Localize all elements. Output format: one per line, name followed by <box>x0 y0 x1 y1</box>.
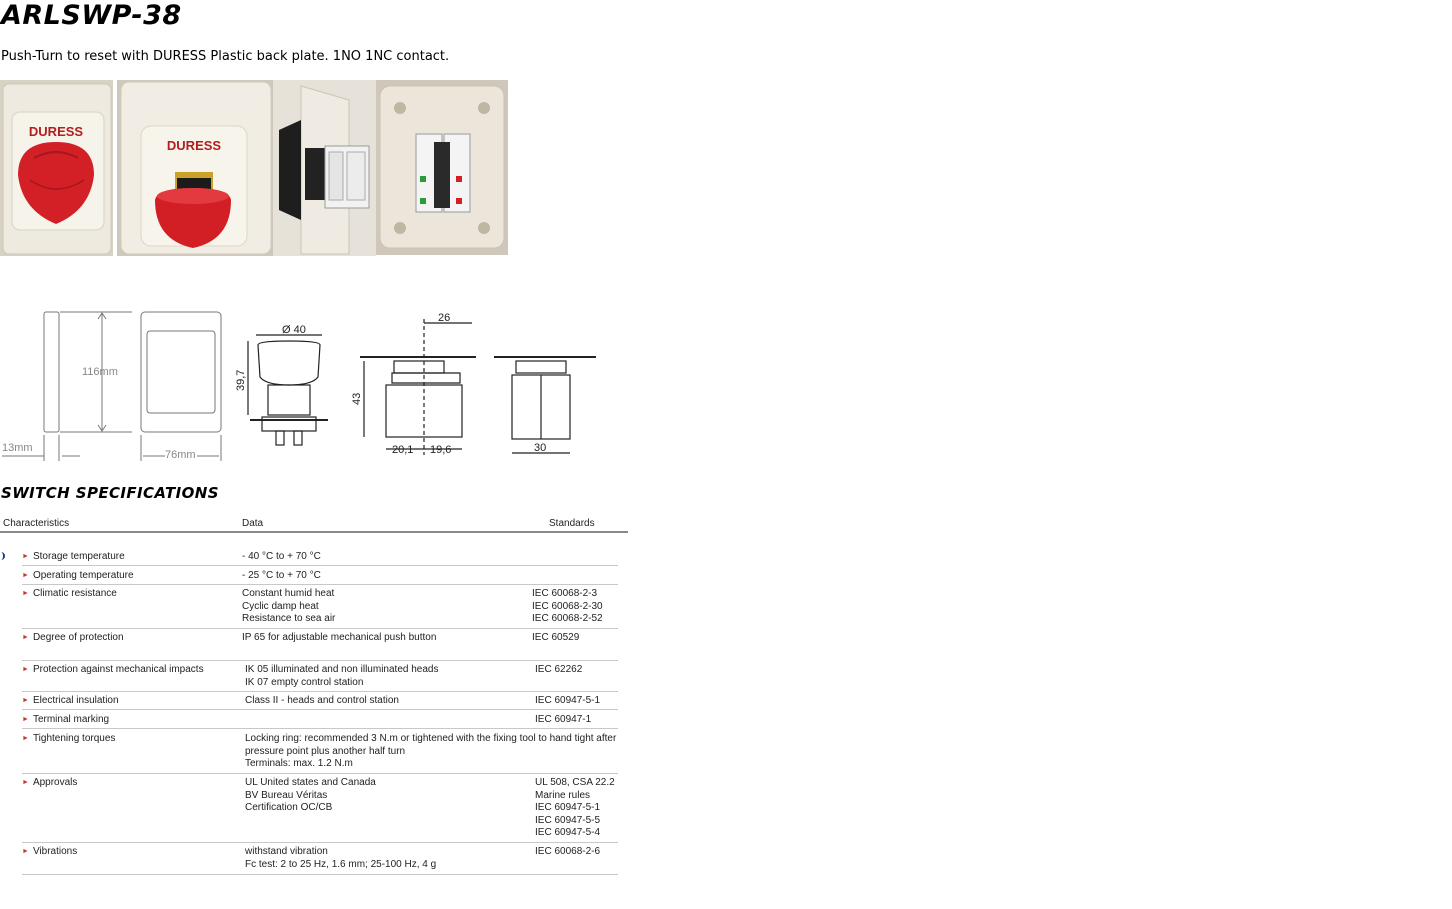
arrow-bullet-icon: ► <box>22 634 29 641</box>
spec-characteristic-label: Protection against mechanical impacts <box>32 664 204 675</box>
arrow-bullet-icon: ► <box>22 697 29 704</box>
header-divider <box>0 531 628 533</box>
spec-characteristic <box>22 664 204 675</box>
spec-data <box>245 664 438 689</box>
spec-data-line: Resistance to sea air <box>242 613 336 624</box>
spec-characteristic <box>22 846 77 857</box>
spec-characteristic <box>22 632 124 643</box>
spec-standard-line: IEC 60529 <box>532 632 580 643</box>
spec-row <box>22 731 618 774</box>
dim-head-height: 39,7 <box>235 369 247 391</box>
spec-data <box>245 777 376 815</box>
spec-data-line: IP 65 for adjustable mechanical push button <box>242 632 437 643</box>
spec-data <box>242 588 335 626</box>
dim-right-offset: 19,6 <box>430 444 452 456</box>
spec-standard-line: IEC 60068-2-52 <box>532 613 603 624</box>
spec-data-line: IK 05 illuminated and non illuminated heads <box>245 664 439 675</box>
spec-characteristic-label: Climatic resistance <box>32 588 117 599</box>
spec-data-line: - 40 °C to + 70 °C <box>242 551 321 562</box>
dim-body-height: 43 <box>351 392 363 405</box>
spec-characteristic-label: Vibrations <box>32 846 78 857</box>
spec-characteristic <box>22 551 125 562</box>
spec-data-line: pressure point plus another half turn <box>245 745 406 757</box>
product-title: ARLSWP-38 <box>1 0 182 31</box>
spec-standard <box>535 714 591 727</box>
spec-standard-line: IEC 62262 <box>535 664 583 675</box>
header-characteristics: Characteristics <box>3 518 70 529</box>
spec-characteristic-label: Approvals <box>32 777 78 788</box>
photo-duress-label: DURESS <box>166 138 222 153</box>
dim-left-offset: 20,1 <box>392 444 414 456</box>
spec-standard <box>535 777 615 840</box>
spec-standard-line: Marine rules <box>535 789 591 801</box>
spec-row <box>22 712 618 729</box>
spec-characteristic <box>22 714 109 725</box>
arrow-bullet-icon: ► <box>22 572 29 579</box>
arrow-bullet-icon: ► <box>22 553 29 560</box>
spec-standard <box>532 632 579 645</box>
arrow-bullet-icon: ► <box>22 716 29 723</box>
spec-standard-line: IEC 60068-2-30 <box>532 600 603 612</box>
spec-characteristic <box>22 570 134 581</box>
arrow-bullet-icon: ► <box>22 590 29 597</box>
header-standards: Standards <box>549 518 595 529</box>
spec-row <box>22 662 618 692</box>
spec-characteristic-label: Electrical insulation <box>32 695 119 706</box>
spec-characteristic-label: Tightening torques <box>32 733 116 744</box>
dim-head-diameter: Ø 40 <box>282 324 306 336</box>
spec-data-line: IK 07 empty control station <box>245 676 364 688</box>
spec-data <box>245 846 436 871</box>
dim-side-width: 30 <box>534 442 547 454</box>
spec-row <box>22 844 618 875</box>
spec-row <box>22 693 618 710</box>
dim-plate-height: 116mm <box>82 366 118 378</box>
arrow-bullet-icon: ► <box>22 848 29 855</box>
spec-standard <box>535 664 582 677</box>
spec-data-line: Cyclic damp heat <box>242 600 319 612</box>
spec-characteristic-label: Storage temperature <box>32 551 125 562</box>
spec-row <box>22 549 618 566</box>
spec-standard-line: UL 508, CSA 22.2 <box>535 777 615 788</box>
dim-plate-width: 76mm <box>165 449 196 461</box>
spec-data <box>245 695 399 708</box>
spec-characteristic-label: Operating temperature <box>32 570 134 581</box>
spec-data-line: - 25 °C to + 70 °C <box>242 570 321 581</box>
photo-duress-label: DURESS <box>28 124 84 139</box>
spec-data <box>242 570 321 583</box>
product-photo-back <box>376 80 508 255</box>
spec-data-line: Locking ring: recommended 3 N.m or tightened with the fixing tool to hand tight after <box>245 733 617 744</box>
dim-plate-depth: 13mm <box>2 442 33 454</box>
product-photo-side <box>273 80 376 256</box>
product-photo-angle <box>117 80 273 256</box>
spec-standard <box>535 846 600 859</box>
spec-standard <box>532 588 603 626</box>
spec-standard-line: IEC 60068-2-6 <box>535 846 601 857</box>
spec-data-line: Fc test: 2 to 25 Hz, 1.6 mm; 25-100 Hz, 4 g <box>245 858 437 870</box>
spec-standard-line: IEC 60947-5-4 <box>535 827 601 838</box>
spec-characteristic <box>22 777 77 788</box>
spec-characteristic <box>22 588 117 599</box>
spec-standard-line: IEC 60068-2-3 <box>532 588 598 599</box>
spec-characteristic-label: Terminal marking <box>32 714 110 725</box>
spec-standard-line: IEC 60947-5-1 <box>535 802 601 813</box>
dim-body-depth: 26 <box>438 312 451 324</box>
spec-data-line: Certification OC/CB <box>245 802 333 813</box>
spec-characteristic <box>22 695 119 706</box>
header-data: Data <box>242 518 264 529</box>
spec-data <box>242 632 436 645</box>
spec-data <box>242 551 321 564</box>
spec-characteristic-label: Degree of protection <box>32 632 124 643</box>
product-description: Push-Turn to reset with DURESS Plastic back plate. 1NO 1NC contact. <box>1 49 450 64</box>
spec-data-line: Class II - heads and control station <box>245 695 399 706</box>
spec-data-line: withstand vibration <box>245 846 328 857</box>
spec-standard-line: IEC 60947-5-1 <box>535 695 601 706</box>
spec-data-line: UL United states and Canada <box>245 777 376 788</box>
arrow-bullet-icon: ► <box>22 666 29 673</box>
spec-row <box>22 568 618 585</box>
product-photo-front <box>0 80 113 256</box>
dimension-drawing <box>0 305 600 473</box>
spec-row <box>22 630 618 661</box>
spec-row <box>22 586 618 629</box>
spec-data-line: BV Bureau Véritas <box>245 789 328 801</box>
spec-standard-line: IEC 60947-1 <box>535 714 592 725</box>
spec-data <box>245 733 616 771</box>
spec-row <box>22 775 618 843</box>
spec-standard-line: IEC 60947-5-5 <box>535 814 601 826</box>
spec-data-line: Terminals: max. 1.2 N.m <box>245 758 353 769</box>
spec-standard <box>535 695 600 708</box>
spec-data-line: Constant humid heat <box>242 588 335 599</box>
arrow-bullet-icon: ► <box>22 735 29 742</box>
spec-characteristic <box>22 733 115 744</box>
arrow-bullet-icon: ► <box>22 779 29 786</box>
bullet-marker <box>0 552 5 560</box>
spec-heading: SWITCH SPECIFICATIONS <box>1 484 219 502</box>
